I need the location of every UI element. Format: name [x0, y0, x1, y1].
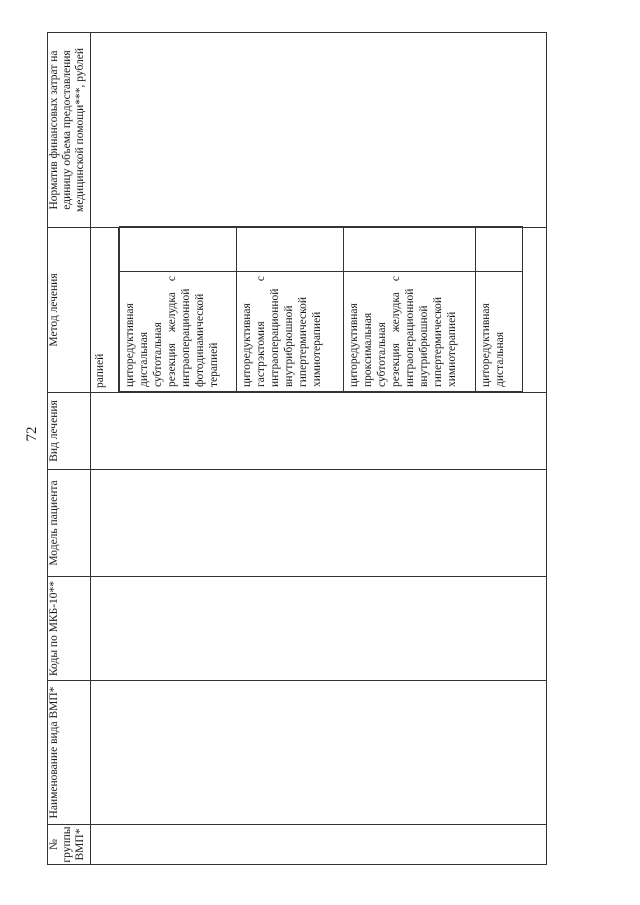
method-side-cell — [476, 227, 523, 272]
method-item: циторедуктивная проксимальная субтотальная резекция желудка с интраоперационной внутрибрюшной гипертермической химиотерапией — [344, 272, 476, 392]
header-treatment-type: Вид лечения — [48, 393, 91, 470]
table-row — [91, 33, 547, 865]
method-continuation: рапией — [91, 228, 119, 392]
header-patient-model: Модель пациента — [48, 470, 91, 577]
header-icd-codes: Коды по МКБ-10** — [48, 577, 91, 681]
header-vmp-name: Наименование вида ВМП* — [48, 681, 91, 825]
header-row — [48, 33, 91, 865]
method-side-cell — [344, 227, 476, 272]
cell-icd-codes — [91, 577, 547, 681]
header-cost-standard: Норматив финансовых затрат на единицу объема предоставления медицинской помощи***, рублей — [48, 33, 91, 228]
method-item: циторедуктивная гастрэктомия с интраоперационной внутрибрюшной гипертермической химиотерапией — [237, 272, 344, 392]
method-subtable — [119, 226, 523, 392]
header-group-number: № группы ВМП* — [48, 825, 91, 865]
cell-treatment-type — [91, 393, 547, 470]
rotated-page-content — [47, 33, 547, 865]
method-item: циторедуктивная дистальная субтотальная резекция желудка с интраоперационной фотодинамической терапией — [120, 272, 237, 392]
cell-patient-model — [91, 470, 547, 577]
vmp-table — [47, 32, 547, 865]
cell-treatment-method — [91, 228, 547, 393]
page-number: 72 — [23, 426, 40, 442]
cell-group-number — [91, 825, 547, 865]
list-item — [120, 227, 237, 392]
method-item: циторедуктивная дистальная — [476, 272, 523, 392]
method-side-cell — [237, 227, 344, 272]
header-treatment-method: Метод лечения — [48, 228, 91, 393]
method-side-cell — [120, 227, 237, 272]
list-item — [237, 227, 344, 392]
list-item — [344, 227, 476, 392]
cell-cost-standard — [91, 33, 547, 228]
list-item — [476, 227, 523, 392]
cell-vmp-name — [91, 681, 547, 825]
